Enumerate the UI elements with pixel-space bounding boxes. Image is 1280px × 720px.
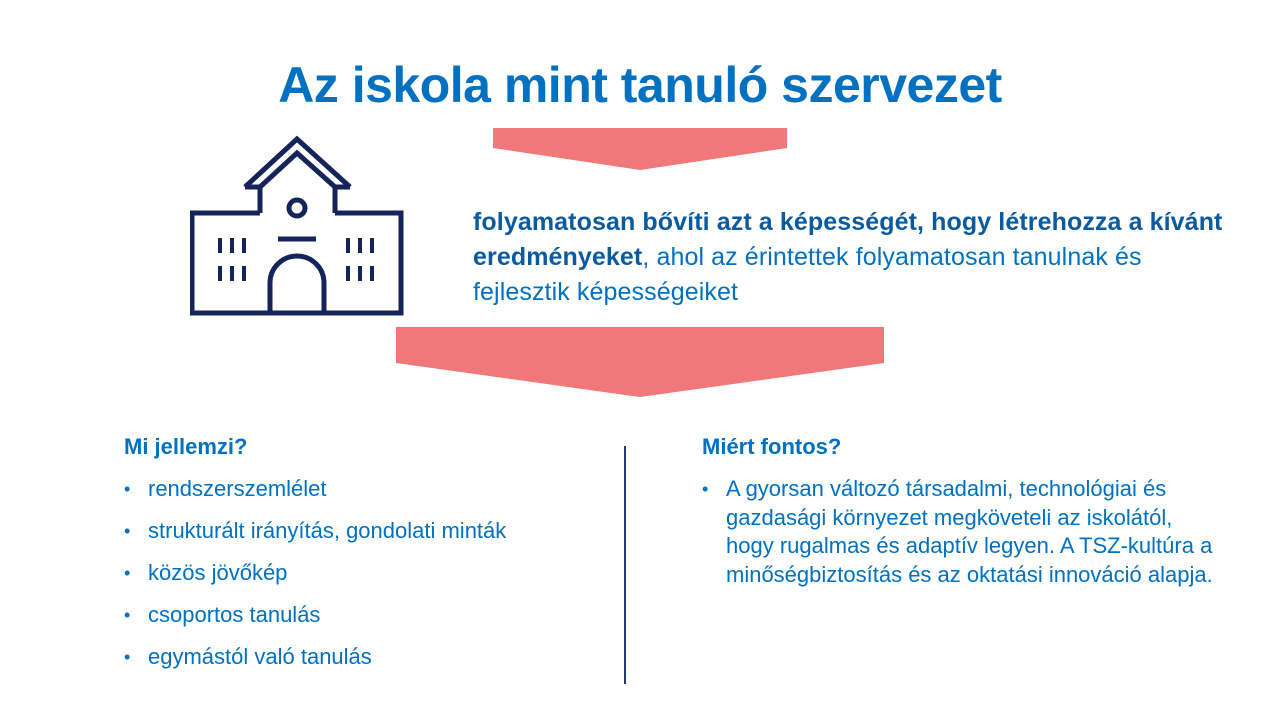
list-item: • A gyorsan változó társadalmi, technológiai és gazdasági környezet megköveteli az iskolától, hogy rugalmas és adaptív legyen. A TSZ-kultúra a minőségbiztosítás és az oktatási innováció alapja. (702, 475, 1222, 589)
list-item: • közös jövőkép (124, 559, 506, 601)
definition-bold: folyamatosan bővíti azt a képességét, hogy létrehozza a kívánt eredményeket (473, 208, 1223, 271)
importance-list (702, 475, 1222, 589)
importance-heading: Miért fontos? (702, 434, 842, 459)
chevron-arrow-top (493, 128, 787, 170)
chevron-arrow-bottom (396, 327, 884, 397)
list-item: • rendszerszemlélet (124, 475, 506, 517)
school-building-icon (190, 135, 405, 320)
characteristics-heading: Mi jellemzi? (124, 434, 248, 459)
definition-text (473, 205, 1233, 310)
page-title: Az iskola mint tanuló szervezet (278, 57, 1002, 113)
column-divider (624, 446, 626, 684)
list-item: • egymástól való tanulás (124, 643, 506, 685)
characteristics-list (124, 475, 506, 685)
list-item: • csoportos tanulás (124, 601, 506, 643)
list-item: • strukturált irányítás, gondolati minták (124, 517, 506, 559)
definition-rest: , ahol az érintettek folyamatosan tanulnak és fejlesztik képességeiket (473, 243, 1142, 306)
